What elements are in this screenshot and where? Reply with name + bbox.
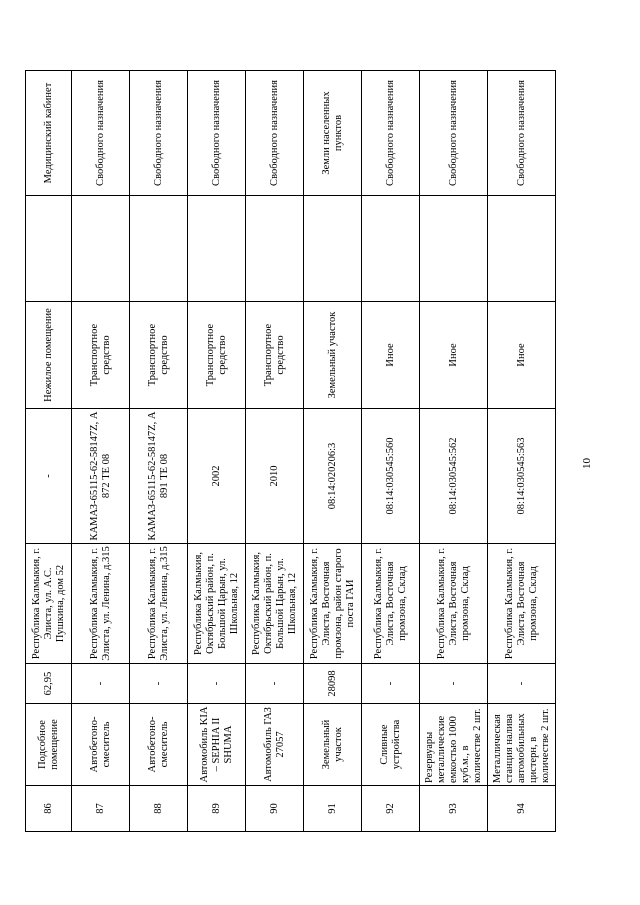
page-number: 10 xyxy=(581,458,593,469)
empty-cell-cell xyxy=(26,196,72,302)
cadastral-number-cell: 08:14:030545:562 xyxy=(420,409,488,544)
address-cell: Республика Калмыкия, г. Элиста, Восточная промзона, Склад xyxy=(488,544,556,664)
purpose-cell: Свободного назначения xyxy=(188,71,246,196)
object-name-cell: Резервуары металлические емкостью 1000 куб.м., в количестве 2 шт. xyxy=(420,704,488,786)
object-name-cell: Автомобиль KIA – SEPHIA II SHUMA xyxy=(188,704,246,786)
row-number-cell: 92 xyxy=(362,786,420,832)
object-type-cell: Иное xyxy=(362,302,420,409)
area-cell: 28098 xyxy=(304,664,362,704)
empty-cell-cell xyxy=(362,196,420,302)
object-type-cell: Транспортное средство xyxy=(130,302,188,409)
area-cell: 62,95 xyxy=(26,664,72,704)
purpose-cell: Свободного назначения xyxy=(130,71,188,196)
object-type-cell: Иное xyxy=(488,302,556,409)
empty-cell-cell xyxy=(130,196,188,302)
object-name-cell: Подсобное помещение xyxy=(26,704,72,786)
cadastral-number-cell: 08:14:030545:563 xyxy=(488,409,556,544)
cadastral-number-cell: КАМАЗ-65115-62-58147Z, А 891 ТЕ 08 xyxy=(130,409,188,544)
purpose-cell: Свободного назначения xyxy=(246,71,304,196)
cadastral-number-cell: 08:14:020206:3 xyxy=(304,409,362,544)
area-cell: - xyxy=(130,664,188,704)
purpose-cell: Земли населенных пунктов xyxy=(304,71,362,196)
address-cell: Республика Калмыкия, г. Элиста, Восточная промзона, Склад xyxy=(362,544,420,664)
row-number-cell: 91 xyxy=(304,786,362,832)
area-cell: - xyxy=(72,664,130,704)
object-name-cell: Автомобиль ГАЗ 27057 xyxy=(246,704,304,786)
table-row xyxy=(304,71,362,832)
table-row xyxy=(488,71,556,832)
purpose-cell: Свободного назначения xyxy=(72,71,130,196)
row-number-cell: 88 xyxy=(130,786,188,832)
object-type-cell: Транспортное средство xyxy=(188,302,246,409)
row-number-cell: 90 xyxy=(246,786,304,832)
empty-cell-cell xyxy=(488,196,556,302)
address-cell: Республика Калмыкия, г. Элиста, ул. Ленина, д.315 xyxy=(72,544,130,664)
table-row xyxy=(246,71,304,832)
table-row xyxy=(130,71,188,832)
row-number-cell: 93 xyxy=(420,786,488,832)
row-number-cell: 89 xyxy=(188,786,246,832)
row-number-cell: 87 xyxy=(72,786,130,832)
property-table xyxy=(25,70,556,832)
purpose-cell: Свободного назначения xyxy=(488,71,556,196)
object-type-cell: Нежилое помещение xyxy=(26,302,72,409)
table-row xyxy=(188,71,246,832)
empty-cell-cell xyxy=(188,196,246,302)
cadastral-number-cell: 2010 xyxy=(246,409,304,544)
object-type-cell: Земельный участок xyxy=(304,302,362,409)
purpose-cell: Медицинский кабинет xyxy=(26,71,72,196)
purpose-cell: Свободного назначения xyxy=(420,71,488,196)
area-cell: - xyxy=(362,664,420,704)
object-name-cell: Металлическая станция налива автомобильных цистерн, в количестве 2 шт. xyxy=(488,704,556,786)
object-type-cell: Иное xyxy=(420,302,488,409)
table-row xyxy=(420,71,488,832)
table-row xyxy=(26,71,72,832)
table-row xyxy=(362,71,420,832)
object-name-cell: Автобетоно-смеситель xyxy=(130,704,188,786)
address-cell: Республика Калмыкия, г. Элиста, ул. А.С. Пушкина, дом 52 xyxy=(26,544,72,664)
empty-cell-cell xyxy=(304,196,362,302)
purpose-cell: Свободного назначения xyxy=(362,71,420,196)
area-cell: - xyxy=(488,664,556,704)
cadastral-number-cell: - xyxy=(26,409,72,544)
address-cell: Республика Калмыкия, г. Элиста, Восточная промзона, район старого поста ГАИ xyxy=(304,544,362,664)
area-cell: - xyxy=(246,664,304,704)
area-cell: - xyxy=(420,664,488,704)
empty-cell-cell xyxy=(246,196,304,302)
row-number-cell: 94 xyxy=(488,786,556,832)
cadastral-number-cell: 08:14:030545:560 xyxy=(362,409,420,544)
empty-cell-cell xyxy=(72,196,130,302)
table-row xyxy=(72,71,130,832)
row-number-cell: 86 xyxy=(26,786,72,832)
object-type-cell: Транспортное средство xyxy=(72,302,130,409)
address-cell: Республика Калмыкия, г. Элиста, ул. Ленина, д.315 xyxy=(130,544,188,664)
address-cell: Республика Калмыкия, Октябрьский район, п. Большой Царын, ул. Школьная, 12 xyxy=(246,544,304,664)
address-cell: Республика Калмыкия, г. Элиста, Восточная промзона, Склад xyxy=(420,544,488,664)
area-cell: - xyxy=(188,664,246,704)
empty-cell-cell xyxy=(420,196,488,302)
object-name-cell: Земельный участок xyxy=(304,704,362,786)
object-name-cell: Автобетоно-смеситель xyxy=(72,704,130,786)
object-type-cell: Транспортное средство xyxy=(246,302,304,409)
cadastral-number-cell: КАМАЗ-65115-62-58147Z, А 872 ТЕ 08 xyxy=(72,409,130,544)
cadastral-number-cell: 2002 xyxy=(188,409,246,544)
address-cell: Республика Калмыкия, Октябрьский район, п. Большой Царын, ул. Школьная, 12 xyxy=(188,544,246,664)
object-name-cell: Сливные устройства xyxy=(362,704,420,786)
